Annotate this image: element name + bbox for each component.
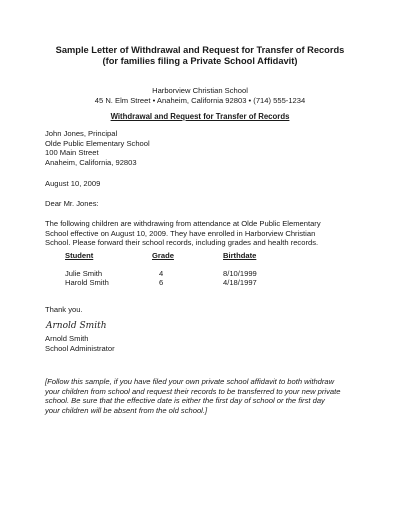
note-line: school. Be sure that the effective date is either the first day of school or the first day	[45, 396, 325, 406]
student-name: Harold Smith	[65, 278, 109, 288]
recipient-school: Olde Public Elementary School	[45, 138, 150, 148]
recipient-address	[45, 129, 375, 167]
school-address: 45 N. Elm Street • Anaheim, California 92803 • (714) 555-1234	[94, 96, 306, 105]
signer-name: Arnold Smith	[45, 334, 89, 343]
table-row	[65, 269, 325, 279]
header-student: Student	[65, 251, 94, 260]
student-birthdate: 8/10/1999	[223, 268, 257, 278]
students-table	[65, 251, 325, 288]
document-subtitle: (for families filing a Private School Affidavit)	[102, 56, 298, 66]
salutation: Dear Mr. Jones:	[45, 199, 99, 208]
recipient-city: Anaheim, California, 92803	[45, 157, 137, 167]
signer-title: School Administrator	[45, 343, 115, 353]
school-name: Harborview Christian School	[152, 86, 248, 95]
recipient-street: 100 Main Street	[45, 148, 99, 158]
body-paragraph	[45, 219, 375, 248]
closing: Thank you.	[45, 305, 83, 314]
student-grade: 6	[159, 278, 164, 288]
instruction-note	[45, 377, 375, 415]
recipient-name: John Jones, Principal	[45, 129, 118, 138]
body-line: The following children are withdrawing from attendance at Olde Public Elementary	[45, 219, 321, 228]
body-line: School. Please forward their school records, including grades and health records.	[45, 238, 319, 248]
note-line: your children will be absent from the old school.]	[45, 405, 208, 415]
header-grade: Grade	[152, 251, 174, 260]
note-line: [Follow this sample, if you have filed your own private school affidavit to both withdraw	[45, 377, 335, 386]
header-birthdate: Birthdate	[223, 251, 257, 260]
student-birthdate: 4/18/1997	[223, 278, 257, 288]
letter-heading: Withdrawal and Request for Transfer of Records	[110, 112, 290, 121]
document-title: Sample Letter of Withdrawal and Request for Transfer of Records	[55, 45, 345, 55]
signer-block	[45, 334, 375, 353]
student-grade: 4	[159, 268, 164, 278]
note-line: your children from school and request their records to be transferred to your new private	[45, 386, 341, 396]
table-row	[65, 278, 325, 288]
handwritten-signature: Arnold Smith	[46, 321, 107, 331]
body-line: School effective on August 10, 2009. They have enrolled in Harborview Christian	[45, 228, 316, 238]
student-name: Julie Smith	[65, 268, 103, 278]
letter-date: August 10, 2009	[45, 179, 101, 188]
table-header-row	[65, 251, 325, 261]
